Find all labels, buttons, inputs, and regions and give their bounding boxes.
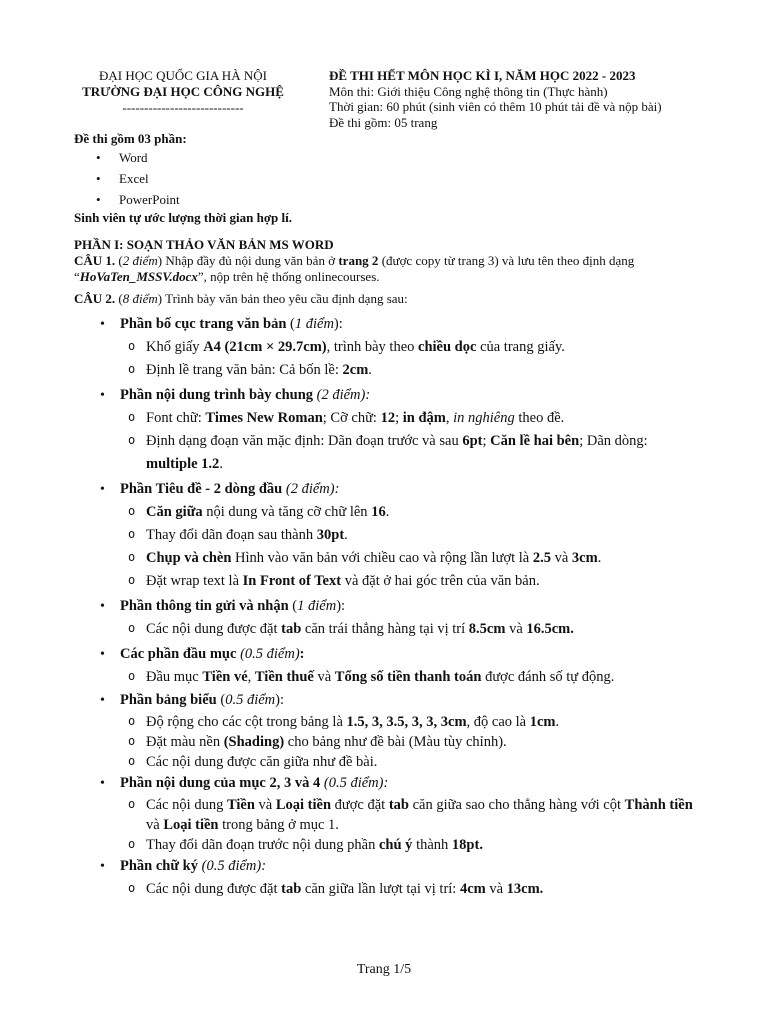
item-heading: Các phần đầu mục bbox=[120, 646, 237, 662]
time-note: Sinh viên tự ước lượng thời gian hợp lí. bbox=[74, 210, 292, 225]
text: và bbox=[485, 881, 507, 897]
q1-score: 2 điểm bbox=[122, 253, 158, 268]
list-item bbox=[120, 878, 700, 901]
text: chú ý bbox=[378, 837, 413, 853]
text: . bbox=[344, 527, 348, 543]
text: Thay đổi dãn đoạn trước nội dung phần bbox=[146, 837, 379, 853]
list-item bbox=[120, 732, 700, 752]
text: . bbox=[555, 714, 560, 730]
part1-section bbox=[74, 237, 700, 901]
question-2 bbox=[74, 291, 700, 307]
item-score: (0.5 điểm): bbox=[201, 858, 267, 874]
intro-section bbox=[74, 131, 714, 226]
requirements-list bbox=[74, 313, 700, 901]
list-item bbox=[120, 835, 700, 855]
text: Các nội dung được đặt bbox=[146, 621, 282, 637]
list-item bbox=[120, 752, 700, 772]
text: và bbox=[505, 621, 527, 637]
text: In Front of Text bbox=[242, 573, 342, 589]
text: Thay đổi dãn đoạn sau thành bbox=[146, 527, 317, 543]
list-item bbox=[120, 666, 700, 689]
text: ) Nhập đầy đủ nội dung văn bản ở bbox=[157, 253, 339, 268]
text: của trang giấy. bbox=[476, 339, 565, 355]
text: và đặt ở hai góc trên của văn bản. bbox=[341, 573, 540, 589]
list-item bbox=[74, 478, 700, 593]
text: và bbox=[550, 550, 572, 566]
parts-heading: Đề thi gồm 03 phần: bbox=[74, 131, 187, 146]
list-item: • Các phần đầu mục (0.5 điểm): o Đầu mục Tiền vé, Tiền thuế và Tổng số tiền thanh toán được đánh số tự động. bbox=[74, 643, 700, 689]
text: Khổ giấy bbox=[146, 339, 204, 355]
text: chiều dọc bbox=[418, 339, 477, 355]
text: Các nội dung bbox=[146, 797, 227, 813]
text: tab bbox=[388, 797, 409, 813]
list-item: • Phần thông tin gửi và nhận (1 điểm): o Các nội dung được đặt tab căn trái thẳng hàng tại vị trí 8.5cm và 16.5cm. bbox=[74, 595, 700, 641]
text: 8.5cm bbox=[468, 621, 506, 637]
item-heading: Phần nội dung của mục 2, 3 và 4 bbox=[120, 775, 321, 791]
exam-time: Thời gian: 60 phút (sinh viên có thêm 10 phút tải đề và nộp bài) bbox=[329, 99, 662, 114]
text: ; Dãn dòng: bbox=[579, 433, 648, 449]
list-item bbox=[120, 795, 700, 835]
text: 2cm bbox=[342, 362, 369, 378]
text: 1cm bbox=[529, 714, 556, 730]
text: , bbox=[247, 669, 255, 685]
text: 1.5, 3, 3.5, 3, 3, 3cm bbox=[346, 714, 467, 730]
text: căn giữa lần lượt tại vị trí: bbox=[301, 881, 460, 897]
sub-list bbox=[120, 878, 700, 901]
text: Định dạng đoạn văn mặc định: Dãn đoạn trước và sau bbox=[146, 433, 463, 449]
text: thành bbox=[412, 837, 452, 853]
item-heading: Phần nội dung trình bày chung bbox=[120, 387, 314, 403]
item-heading: Phần thông tin gửi và nhận bbox=[120, 598, 289, 614]
university-name: ĐẠI HỌC QUỐC GIA HÀ NỘI bbox=[99, 68, 267, 83]
text: được đánh số tự động. bbox=[481, 669, 615, 685]
list-item bbox=[74, 855, 700, 901]
sub-list bbox=[120, 618, 700, 641]
text: 6pt bbox=[462, 433, 483, 449]
header-divider: ---------------------------- bbox=[122, 100, 244, 115]
text: Loại tiền bbox=[275, 797, 332, 813]
page-number: Trang 1/5 bbox=[356, 962, 412, 977]
text: . bbox=[368, 362, 372, 378]
text: multiple 1.2 bbox=[146, 456, 220, 472]
school-name: TRƯỜNG ĐẠI HỌC CÔNG NGHỆ bbox=[82, 84, 284, 99]
text: cho bảng như đề bài (Màu tùy chỉnh). bbox=[284, 734, 507, 750]
q1-label: CÂU 1. bbox=[74, 253, 116, 268]
text: , bbox=[445, 410, 454, 426]
list-item: • Word bbox=[74, 147, 714, 168]
text: ( bbox=[115, 253, 123, 268]
list-item bbox=[120, 570, 700, 593]
text: Đầu mục bbox=[146, 669, 203, 685]
item-score: (2 điểm): bbox=[316, 387, 371, 403]
text: Font chữ: bbox=[146, 410, 206, 426]
filename-format: HoVaTen_MSSV.docx bbox=[79, 269, 198, 284]
text: Các nội dung được đặt bbox=[146, 881, 282, 897]
text: 16.5cm. bbox=[526, 621, 574, 637]
item-heading: Phần bố cục trang văn bản bbox=[120, 316, 287, 332]
text: 2.5 bbox=[532, 550, 551, 566]
item-score: 1 điểm bbox=[294, 316, 334, 332]
text: 3cm bbox=[571, 550, 598, 566]
text: Tiền vé bbox=[202, 669, 248, 685]
item-score: (0.5 điểm): bbox=[323, 775, 389, 791]
text: , trình bày theo bbox=[326, 339, 419, 355]
text: tab bbox=[281, 621, 302, 637]
text: (được copy từ trang 3) và lưu tên theo định dạng “ bbox=[74, 253, 635, 284]
text: 16 bbox=[371, 504, 386, 520]
text: Loại tiền bbox=[163, 817, 219, 833]
text: ; Cỡ chữ: bbox=[322, 410, 381, 426]
text: căn trái thẳng hàng tại vị trí bbox=[301, 621, 469, 637]
text: in đậm bbox=[402, 410, 446, 426]
sub-list bbox=[120, 666, 700, 689]
sub-list bbox=[120, 712, 700, 772]
item-score: (0.5 điểm) bbox=[240, 646, 300, 662]
item-heading: Phần bảng biểu bbox=[120, 692, 217, 708]
text: Tổng số tiền thanh toán bbox=[334, 669, 482, 685]
question-1 bbox=[74, 253, 700, 285]
exam-pages: Đề thi gồm: 05 trang bbox=[329, 114, 438, 130]
text: . bbox=[597, 550, 602, 566]
parts-list bbox=[74, 147, 714, 210]
text: 13cm. bbox=[506, 881, 544, 897]
text: . bbox=[479, 837, 483, 853]
text: A4 (21cm × 29.7cm) bbox=[203, 339, 327, 355]
list-item bbox=[120, 524, 700, 547]
text: và bbox=[313, 669, 335, 685]
list-item bbox=[74, 772, 700, 855]
q2-score: 8 điểm bbox=[122, 291, 158, 306]
header-right bbox=[329, 68, 749, 130]
list-item bbox=[120, 430, 700, 476]
list-item bbox=[120, 336, 700, 359]
item-score: 0.5 điểm bbox=[225, 692, 276, 708]
text: Các nội dung được căn giữa như đề bài. bbox=[146, 754, 378, 770]
text: 18pt bbox=[451, 837, 480, 853]
list-item bbox=[120, 407, 700, 430]
list-item bbox=[74, 384, 700, 476]
text: Hình vào văn bản với chiều cao và rộng lần lượt là bbox=[231, 550, 533, 566]
text: và bbox=[254, 797, 276, 813]
list-item: • Excel bbox=[74, 168, 714, 189]
sub-list bbox=[120, 336, 700, 382]
text: Định lề trang văn bản: Cả bốn lề: bbox=[146, 362, 343, 378]
sub-list bbox=[120, 501, 700, 593]
text: Căn giữa bbox=[146, 504, 203, 520]
text: . bbox=[385, 504, 390, 520]
part1-title: PHẦN I: SOẠN THẢO VĂN BẢN MS WORD bbox=[74, 237, 334, 252]
text: ) Trình bày văn bản theo yêu cầu định dạng sau: bbox=[157, 291, 408, 306]
text: (Shading) bbox=[223, 734, 285, 750]
text: 30pt bbox=[316, 527, 345, 543]
text: tab bbox=[281, 881, 302, 897]
item-score: 1 điểm bbox=[297, 598, 337, 614]
text: 12 bbox=[380, 410, 396, 426]
text: theo đề. bbox=[514, 410, 565, 426]
list-item bbox=[120, 359, 700, 382]
sub-list bbox=[120, 795, 700, 855]
header-left bbox=[70, 68, 296, 116]
list-item: • Phần bảng biểu (0.5 điểm): o Độ rộng cho các cột trong bảng là 1.5, 3, 3.5, 3, 3, 3cm, độ cao là 1cm. o Đặt màu nền (Shading) cho bảng như đề bài (Màu tùy chỉnh). o Các nội dung được căn giữa như đề bài. bbox=[74, 689, 700, 772]
item-score: (2 điểm): bbox=[285, 481, 340, 497]
exam-subject: Môn thi: Giới thiệu Công nghệ thông tin (Thực hành) bbox=[329, 83, 608, 99]
text: ; bbox=[482, 433, 491, 449]
text: ; bbox=[395, 410, 403, 426]
text: trong bảng ở mục 1. bbox=[218, 817, 339, 833]
text: Chụp và chèn bbox=[146, 550, 232, 566]
text: căn giữa sao cho thẳng hàng với cột bbox=[409, 797, 625, 813]
text: ( bbox=[115, 291, 123, 306]
text: Căn lề hai bên bbox=[490, 433, 580, 449]
list-item bbox=[120, 618, 700, 641]
text: nội dung và tăng cỡ chữ lên bbox=[202, 504, 372, 520]
list-item: • PowerPoint bbox=[74, 189, 714, 210]
text: Đặt wrap text là bbox=[146, 573, 243, 589]
sub-list bbox=[120, 407, 700, 476]
page-2-ref: trang 2 bbox=[338, 253, 379, 268]
exam-title: ĐỀ THI HẾT MÔN HỌC KÌ I, NĂM HỌC 2022 - 2023 bbox=[329, 68, 636, 83]
text: Tiền thuế bbox=[254, 669, 314, 685]
text: in nghiêng bbox=[453, 410, 515, 426]
text: ”, nộp trên hệ thống onlinecourses. bbox=[197, 269, 380, 284]
item-heading: Phần chữ ký bbox=[120, 858, 199, 874]
list-item: • Phần bố cục trang văn bản (1 điểm): o Khổ giấy A4 (21cm × 29.7cm), trình bày theo chiều dọc của trang giấy. o Định lề trang văn bản: Cả bốn lề: 2cm. bbox=[74, 313, 700, 382]
text: . bbox=[219, 456, 223, 472]
text: Độ rộng cho các cột trong bảng là bbox=[146, 714, 347, 730]
list-item bbox=[120, 501, 700, 524]
text: và bbox=[146, 817, 164, 833]
list-item bbox=[120, 547, 700, 570]
item-heading: Phần Tiêu đề - 2 dòng đầu bbox=[120, 481, 283, 497]
q2-label: CÂU 2. bbox=[74, 291, 116, 306]
text: , độ cao là bbox=[466, 714, 530, 730]
text: Times New Roman bbox=[205, 410, 323, 426]
list-item bbox=[120, 712, 700, 732]
text: Thành tiền bbox=[624, 797, 693, 813]
text: được đặt bbox=[331, 797, 389, 813]
text: Đặt màu nền bbox=[146, 734, 224, 750]
text: 4cm bbox=[459, 881, 486, 897]
text: Tiền bbox=[226, 797, 255, 813]
